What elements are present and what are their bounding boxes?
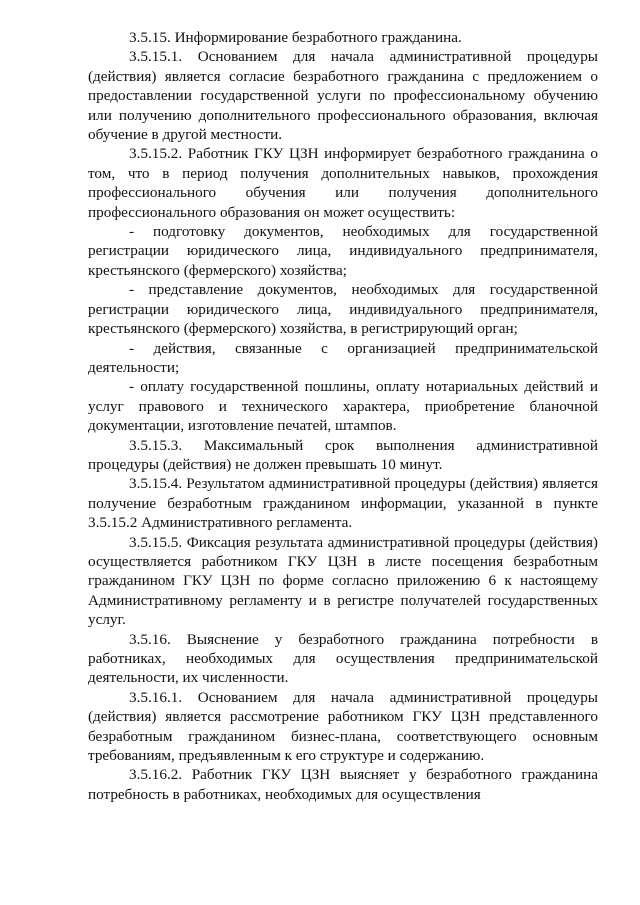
section-heading-3-5-15: 3.5.15. Информирование безработного гражданина. xyxy=(129,29,462,46)
paragraph-3-5-15-1: 3.5.15.1. Основанием для начала административной процедуры (действия) является согласие безработного гражданина с предложением о предоставлении государственной услуги по профессиональному обучению или получению дополнительного профессионального образования, включая обучение в другой местности. xyxy=(88,48,598,144)
paragraph-3-5-15-4: 3.5.15.4. Результатом административной процедуры (действия) является получение безработным гражданином информации, указанной в пункте 3.5.15.2 Административного регламента. xyxy=(88,475,598,532)
list-item-fees-payment: - оплату государственной пошлины, оплату нотариальных действий и услуг правового и технического характера, приобретение бланочной документации, изготовление печатей, штампов. xyxy=(88,378,598,435)
paragraph-3-5-15-2: 3.5.15.2. Работник ГКУ ЦЗН информирует безработного гражданина о том, что в период получения дополнительных навыков, прохождения профессионального обучения или получения дополнительного профессионального образования он может осуществить: xyxy=(88,145,598,221)
section-heading-3-5-16: 3.5.16. Выяснение у безработного гражданина потребности в работниках, необходимых для осуществления предпринимательской деятельности, их численности. xyxy=(88,630,598,687)
list-item-documents-preparation: - подготовку документов, необходимых для государственной регистрации юридического лица, индивидуального предпринимателя, крестьянского (фермерского) хозяйства; xyxy=(88,223,598,279)
list-item-documents-submission: - представление документов, необходимых для государственной регистрации юридического лица, индивидуального предпринимателя, крестьянского (фермерского) хозяйства, в регистрирующий орган; xyxy=(88,281,598,338)
paragraph-3-5-15-3: 3.5.15.3. Максимальный срок выполнения административной процедуры (действия) не должен превышать 10 минут. xyxy=(88,436,598,473)
paragraph-3-5-16-2: 3.5.16.2. Работник ГКУ ЦЗН выясняет у безработного гражданина потребность в работниках, необходимых для осуществления xyxy=(88,766,598,803)
document-page xyxy=(88,28,598,804)
list-item-business-actions: - действия, связанные с организацией предпринимательской деятельности; xyxy=(88,339,598,376)
paragraph-3-5-15-5: 3.5.15.5. Фиксация результата административной процедуры (действия) осуществляется работником ГКУ ЦЗН в листе посещения безработным гражданином ГКУ ЦЗН по форме согласно приложению 6 к настоящему Административному регламенту и в регистре получателей государственных услуг. xyxy=(88,533,598,629)
paragraph-3-5-16-1: 3.5.16.1. Основанием для начала административной процедуры (действия) является рассмотрение работником ГКУ ЦЗН представленного безработным гражданином бизнес-плана, соответствующего основным требованиям, предъявленным к его структуре и содержанию. xyxy=(88,688,598,765)
